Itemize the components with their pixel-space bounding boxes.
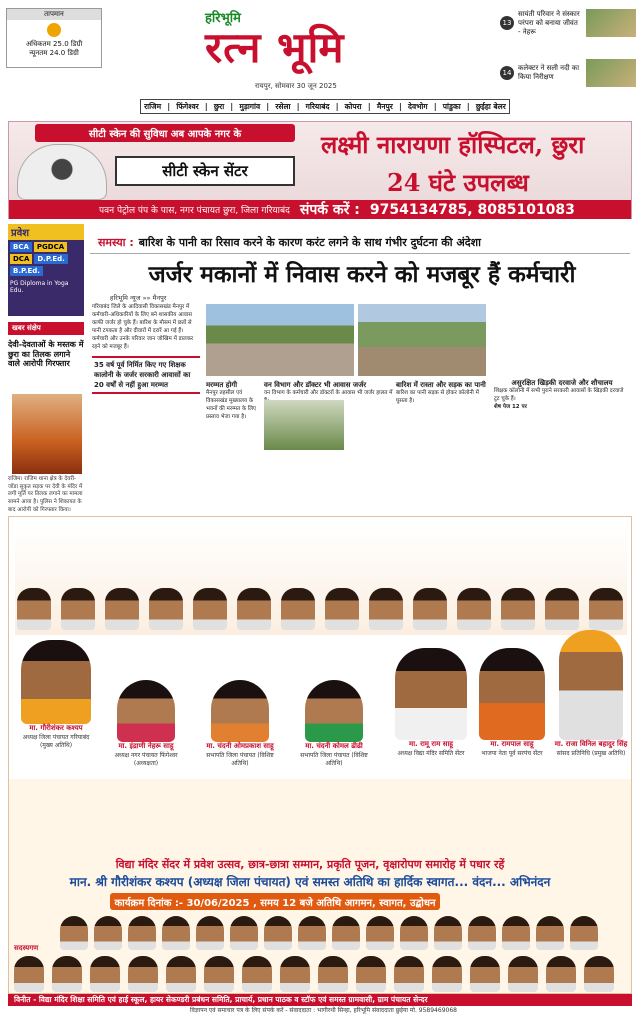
story-column-4 (396, 380, 492, 500)
portrait (21, 640, 91, 724)
ad-contact-bar (9, 200, 631, 219)
ad-tagline: सीटी स्केन की सुविधा अब आपके नगर के (35, 124, 295, 142)
dignitary (193, 588, 227, 630)
max-temp: अधिकतम 25.0 डिग्री (25, 40, 83, 48)
leader-name: मा. रामपाल साहू (490, 740, 534, 748)
dignitary-photo (237, 588, 271, 630)
story-text: गरियाबंद जिले के आदिवासी विकासखंड मैनपुर में कर्मचारी-अधिकारियों के लिए बने शासकीय आवास काफी जर्जर हो चुके हैं। बारिश के मौसम में छतों से पानी टपकता है और दीवारों में दरारें आ गई हैं। कर्मचारी और उनके परिवार जान जोखिम में डालकर रहने को मजबूर हैं। (92, 304, 194, 350)
member (128, 956, 158, 992)
ct-center-label: सीटी स्केन सेंटर (115, 156, 295, 186)
city[interactable]: मुड़ागांव (239, 101, 261, 111)
member-photo (400, 916, 428, 950)
hospital-name: लक्ष्मी नारायणा हॉस्पिटल, छुरा (321, 130, 585, 159)
member-photo (434, 916, 462, 950)
pull-quote: 35 वर्ष पूर्व निर्मित किए गए शिक्षक कालोनी के जर्जर सरकारी आवासों का 20 वर्षों से नहीं हुआ मरम्मत (92, 356, 200, 394)
city[interactable]: छुईहा बेलर (475, 101, 506, 111)
member-photo (242, 956, 272, 992)
member-photo (280, 956, 310, 992)
city-strip: राजिम | फिंगेश्वर | छुरा | मुड़ागांव | रसेला | गरियाबंद | कोपरा | मैनपुर | देवभोग | पांडुका | छुईहा बेलर (140, 99, 510, 114)
member-photo (60, 916, 88, 950)
admission-ad[interactable] (8, 224, 84, 316)
story-column-1 (92, 304, 200, 504)
member (400, 916, 428, 952)
leader-role: सभापति जिला पंचायत (विशिष्ट अतिथि) (206, 752, 274, 767)
member (242, 956, 272, 992)
leader-role: अध्यक्ष नगर पंचायत फिंगेश्वर (अध्यक्षता) (114, 752, 178, 767)
story-column-5 (494, 304, 630, 504)
side-news-thumbnail (586, 59, 636, 87)
city[interactable]: फिंगेश्वर (176, 101, 199, 111)
member (94, 916, 122, 952)
course-chip: D.P.Ed. (34, 254, 67, 264)
dignitaries-top (20, 530, 620, 630)
member (230, 916, 258, 952)
brief-title[interactable]: देवी-देवताओं के मस्तक में छुरा का तिलक लगाने वाले आरोपी गिरफ्तार (8, 340, 84, 369)
member-photo (52, 956, 82, 992)
leader-role: अध्यक्ष जिला पंचायत गरियाबंद (मुख्य अतिथि) (22, 734, 90, 749)
dignitary (149, 588, 183, 630)
dignitary (589, 588, 623, 630)
dignitary (281, 588, 315, 630)
member-photo (584, 956, 614, 992)
dignitary (237, 588, 271, 630)
building-photo (358, 304, 486, 376)
member (90, 956, 120, 992)
city[interactable]: मैनपुर (376, 101, 393, 111)
dignitary-photo (149, 588, 183, 630)
member-photo (90, 956, 120, 992)
member (318, 956, 348, 992)
phone-numbers[interactable]: 9754134785, 8085101083 (369, 201, 575, 218)
member (470, 956, 500, 992)
member (366, 916, 394, 952)
member-photo (356, 956, 386, 992)
city[interactable]: गरियाबंद (305, 101, 330, 111)
dignitary (325, 588, 359, 630)
member (434, 916, 462, 952)
leader-portrait (16, 640, 96, 749)
member (546, 956, 576, 992)
min-temp: न्यूनतम 24.0 डिग्री (29, 49, 79, 57)
deity-photo (12, 394, 82, 474)
portrait (395, 648, 467, 740)
kicker-text: बारिश के पानी का रिसाव करने के कारण करंट लगने के साथ गंभीर दुर्घटना की अंदेशा (138, 236, 481, 249)
side-news-thumbnail (586, 9, 636, 37)
dignitary-photo (457, 588, 491, 630)
sun-icon (47, 23, 61, 37)
subhead: वन विभाग और डॉक्टर भी आवास जर्जर (264, 381, 367, 389)
member-photo (196, 916, 224, 950)
course-chip: BCA (10, 242, 32, 252)
dignitary-photo (61, 588, 95, 630)
dignitary (61, 588, 95, 630)
members-row (60, 916, 630, 952)
dignitary (413, 588, 447, 630)
dignitary-photo (369, 588, 403, 630)
ct-scanner-icon (17, 144, 107, 200)
course-extra: PG Diploma in Yoga Edu. (10, 280, 69, 294)
story-text: शिक्षक कॉलोनी में सभी पुराने सरकारी आवासों के खिड़की दरवाजे टूट चुके हैं। (494, 388, 624, 403)
member (52, 956, 82, 992)
member-photo (94, 916, 122, 950)
hospital-hours: 24 घंटे उपलब्ध (387, 168, 529, 197)
member (280, 956, 310, 992)
dignitary-photo (281, 588, 315, 630)
member (356, 956, 386, 992)
leader-role: अध्यक्ष विद्या मंदिर समिति सेंटर (397, 750, 465, 757)
member-photo (366, 916, 394, 950)
member (204, 956, 234, 992)
leader-portrait (200, 680, 280, 767)
dignitary-photo (501, 588, 535, 630)
main-headline[interactable]: जर्जर मकानों में निवास करने को मजबूर हैं कर्मचारी (148, 261, 576, 288)
vinit-bar: विनीत - विद्या मंदिर शिक्षा समिति एवं हाई स्कूल, हायर सेकण्डरी प्रबंधन समिति, प्राचार्य, प्रधान पाठक व स्टॉफ एवं समस्त ग्रामवासी, ग्राम पंचायत सेन्दर (8, 994, 632, 1006)
member-photo (128, 956, 158, 992)
side-news-text: कलेक्टर ने सली नदी का किया निरीक्षण (518, 64, 580, 81)
member (264, 916, 292, 952)
member-photo (166, 956, 196, 992)
course-chip: B.P.Ed. (10, 266, 43, 276)
city[interactable]: देवभोग (408, 101, 428, 111)
course-chip: DCA (10, 254, 32, 264)
dignitary-photo (545, 588, 579, 630)
member (584, 956, 614, 992)
leader-portrait (472, 648, 552, 757)
city[interactable]: कोपरा (344, 101, 362, 111)
leader-portrait (294, 680, 374, 767)
dignitary-photo (193, 588, 227, 630)
member-photo (318, 956, 348, 992)
story-column-2 (206, 380, 260, 500)
member-photo (502, 916, 530, 950)
portrait (117, 680, 175, 742)
dignitary-photo (413, 588, 447, 630)
story-kicker (90, 232, 630, 254)
subhead: असुरक्षित खिड़की दरवाजे और शौचालय (511, 379, 613, 387)
member-photo (570, 916, 598, 950)
brief-body: राजिम। राजिम थाना क्षेत्र के देवरी-जोंडा सुकृत सड़क पर देवी के मंदिर में लगी मूर्ति पर तिलक लगाने का मामला सामने आया है। पुलिस ने शिकायत के बाद आरोपी को गिरफ्तार किया। (8, 476, 83, 513)
contact-label: संपर्क करें : (299, 202, 360, 218)
member-photo (470, 956, 500, 992)
member-photo (264, 916, 292, 950)
story-column-3 (264, 380, 394, 400)
welcome-banner: मान. श्री गौरीशंकर कश्यप (अध्यक्ष जिला पंचायत) एवं समस्त अतिथि का हार्दिक स्वागत... वंदन... अभिनंदन (69, 875, 551, 889)
leader-name: मा. चंदनी ओमप्रकाश साहू (206, 742, 274, 750)
dignitary (501, 588, 535, 630)
leader-name: मा. गौरीशंकर कश्यप (29, 724, 83, 732)
member (332, 916, 360, 952)
member (162, 916, 190, 952)
section-label: खबर संक्षेप (8, 322, 84, 335)
city[interactable]: छुरा (213, 101, 225, 111)
dignitary-photo (589, 588, 623, 630)
member (536, 916, 564, 952)
quarters-photo (206, 304, 354, 376)
member (298, 916, 326, 952)
leader-portrait (384, 648, 478, 757)
leader-role: सभापति जिला पंचायत (विशिष्ट अतिथि) (300, 752, 368, 767)
portrait (305, 680, 363, 742)
member-photo (536, 916, 564, 950)
hospital-ad[interactable] (8, 121, 632, 219)
city[interactable]: रसेला (275, 101, 291, 111)
side-news-text: सायंती परिवार ने संस्कार परंपरा को बनाया जीवंत - नेहरू (518, 9, 580, 36)
member (432, 956, 462, 992)
byline: हरिभूमि न्यूज »» मैनपुर (110, 294, 167, 302)
dignitary (17, 588, 51, 630)
leader-role: सांसद प्रतिनिधि (प्रमुख अतिथि) (556, 750, 626, 757)
dignitary (545, 588, 579, 630)
side-news-item[interactable] (500, 8, 636, 38)
member-photo (14, 956, 44, 992)
weather-label: तापमान (7, 9, 101, 20)
story-text: वन विभाग के कर्मचारी और डॉक्टरों के आवास भी जर्जर हालत में (264, 390, 393, 397)
member-photo (508, 956, 538, 992)
dignitary-photo (17, 588, 51, 630)
member (196, 916, 224, 952)
member-photo (432, 956, 462, 992)
leader-role: भाजपा नेता पूर्व सरपंच सेंटर (481, 750, 543, 757)
member-photo (204, 956, 234, 992)
leader-portrait (106, 680, 186, 767)
admission-title: प्रवेश (8, 224, 84, 240)
course-chip: PGDCA (34, 242, 67, 252)
dignitary (457, 588, 491, 630)
portrait (211, 680, 269, 742)
member-photo (546, 956, 576, 992)
member-photo (468, 916, 496, 950)
member (166, 956, 196, 992)
continued-note: शेष पेज 12 पर (494, 404, 527, 411)
portrait (559, 630, 623, 740)
city[interactable]: राजिम (144, 101, 162, 111)
dignitary (369, 588, 403, 630)
dignitary-photo (105, 588, 139, 630)
leader-name: मा. इंद्राणी नेहरू साहू (118, 742, 174, 750)
member (502, 916, 530, 952)
member (468, 916, 496, 952)
members-row (14, 956, 630, 992)
subhead: बारिश में रास्ता और सड़क का पानी (396, 381, 486, 389)
members-label: सदस्यगण (14, 944, 39, 952)
dateline: रायपुर, सोमवार 30 जून 2025 (255, 82, 337, 90)
member-photo (162, 916, 190, 950)
ad-address: पवन पेट्रोल पंप के पास, नगर पंचायत छुरा, जिला गरियाबंद (99, 206, 290, 216)
dignitary-photo (325, 588, 359, 630)
story-text: बारिश का पानी सड़क से होकर कॉलोनी में घुसता है। (396, 390, 479, 405)
subhead: मरम्मत होगी (206, 381, 238, 389)
event-banner: विद्या मंदिर सेंदर में प्रवेश उत्सव, छात्र-छात्रा सम्मान, प्रकृति पूजन, वृक्षारोपण समारोह में पधार रहें (115, 858, 505, 871)
member-photo (332, 916, 360, 950)
brand-logo: रत्न भूमि (205, 23, 345, 72)
member-photo (394, 956, 424, 992)
weather-box (6, 8, 102, 68)
member-photo (298, 916, 326, 950)
member (60, 916, 88, 952)
leader-name: मा. राजा विनिल बहादुर सिंह (554, 740, 628, 748)
leader-name: मा. चंदनी कोमल ढीढी (305, 742, 363, 750)
member-photo (128, 916, 156, 950)
page-number: 13 (500, 16, 514, 30)
member (394, 956, 424, 992)
kicker-label: समस्या : (98, 236, 134, 249)
member (570, 916, 598, 952)
brand-small: हरिभूमि (205, 11, 241, 26)
leader-name: मा. रामू राम साहू (409, 740, 453, 748)
member (14, 956, 44, 992)
member-photo (230, 916, 258, 950)
story-text: मैनपुर तहसील एवं विकासखंड मुख्यालय के भवनों की मरम्मत के लिए प्रस्ताव भेजा गया है। (206, 390, 257, 421)
side-news-item[interactable] (500, 58, 636, 88)
member (508, 956, 538, 992)
footer-contact: विज्ञापन एवं समाचार पत्र के लिए संपर्क करें - संवाददाता : भागीरथी सिन्हा, हरिभूमि संवाददाता छुईया मो. 9589469068 (190, 1007, 457, 1014)
house-photo (264, 400, 344, 450)
city[interactable]: पांडुका (442, 101, 461, 111)
dignitary (105, 588, 139, 630)
member (128, 916, 156, 952)
event-date: कार्यक्रम दिनांक :- 30/06/2025 , समय 12 बजे अतिथि आगमन, स्वागत, उद्बोधन (110, 893, 440, 910)
portrait (479, 648, 545, 740)
page-number: 14 (500, 66, 514, 80)
leader-portrait (548, 630, 634, 757)
